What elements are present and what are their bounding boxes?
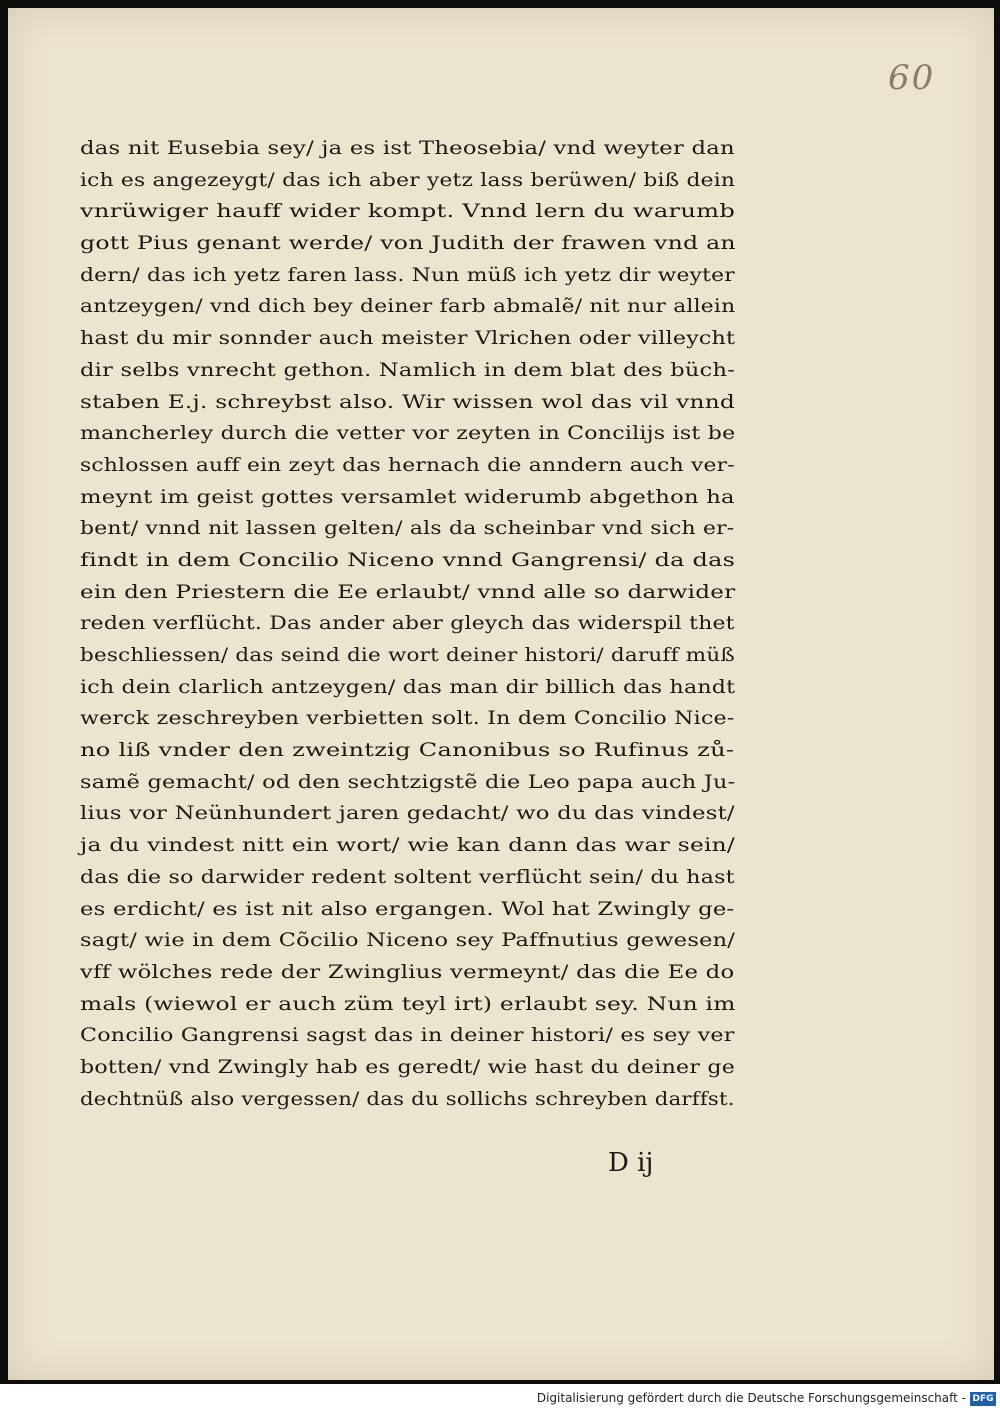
text-line: dechtnüß also vergessen/ das du sollichs schreyben darffst. (80, 1087, 735, 1110)
text-line: das die so darwider redent soltent verflücht sein/ du hast (80, 865, 735, 888)
text-line: es erdicht/ es ist nit also ergangen. Wol hat Zwingly ge- (80, 897, 735, 920)
folio-number: 60 (888, 58, 936, 98)
text-line: botten/ vnd Zwingly hab es geredt/ wie hast du deiner ge (80, 1055, 736, 1078)
book-page (8, 8, 994, 1380)
text-line: meynt im geist gottes versamlet widerumb abgethon ha (80, 485, 735, 508)
text-line: vff wölches rede der Zwinglius vermeynt/ das die Ee do (80, 960, 735, 983)
text-line: findt in dem Concilio Niceno vnnd Gangrensi/ da das (80, 548, 736, 571)
text-line: reden verflücht. Das ander aber gleych das widerspil thet (80, 612, 735, 635)
text-line: das nit Eusebia sey/ ja es ist Theosebia/ vnd weyter dan (80, 137, 735, 159)
text-line: staben E.j. schreybst also. Wir wissen wol das vil vnnd (80, 390, 736, 413)
text-line: vnrüwiger hauff wider kompt. Vnnd lern du warumb (80, 200, 736, 223)
text-line: samẽ gemacht/ od den sechtzigstẽ die Leo papa auch Ju- (80, 770, 736, 793)
signature-mark: D ij (608, 1148, 654, 1178)
text-line: mals (wiewol er auch züm teyl irt) erlaubt sey. Nun im (80, 992, 736, 1015)
text-line: sagt/ wie in dem Cõcilio Niceno sey Paffnutius gewesen/ (80, 929, 736, 952)
text-line: dir selbs vnrecht gethon. Namlich in dem blat des büch- (80, 358, 736, 381)
text-line: schlossen auff ein zeyt das hernach die anndern auch ver- (80, 453, 735, 476)
text-line: beschliessen/ das seind die wort deiner histori/ daruff müß (80, 644, 735, 666)
text-line: gott Pius genant werde/ von Judith der frawen vnd an (80, 232, 736, 255)
text-line: werck zeschreyben verbietten solt. In dem Concilio Nice- (80, 707, 735, 730)
dfg-logo-icon: DFG (970, 1392, 996, 1406)
text-line: no liß vnder den zweintzig Canonibus so Rufinus zů- (80, 739, 735, 762)
text-line: hast du mir sonnder auch meister Vlrichen oder villeycht (80, 327, 736, 350)
footer-bar (0, 1388, 1000, 1412)
text-line: lius vor Neünhundert jaren gedacht/ wo du das vindest/ (80, 802, 735, 825)
text-line: bent/ vnnd nit lassen gelten/ als da scheinbar vnd sich er- (80, 517, 735, 540)
footer-credit: Digitalisierung gefördert durch die Deutsche Forschungsgemeinschaft - (536, 1391, 966, 1405)
text-line: ein den Priestern die Ee erlaubt/ vnnd alle so darwider (80, 580, 736, 603)
text-line: dern/ das ich yetz faren lass. Nun müß ich yetz dir weyter (80, 263, 735, 286)
text-block (80, 133, 740, 1115)
text-line: mancherley durch die vetter vor zeyten in Concilijs ist be (80, 422, 736, 445)
text-line: ich dein clarlich antzeygen/ das man dir billich das handt (80, 675, 736, 698)
text-line: ja du vindest nitt ein wort/ wie kan dann das war sein/ (80, 834, 735, 857)
text-line: ich es angezeygt/ das ich aber yetz lass berüwen/ biß dein (80, 168, 736, 191)
text-line: antzeygen/ vnd dich bey deiner farb abmalẽ/ nit nur allein (80, 295, 736, 318)
text-line: Concilio Gangrensi sagst das in deiner histori/ es sey ver (80, 1024, 735, 1047)
